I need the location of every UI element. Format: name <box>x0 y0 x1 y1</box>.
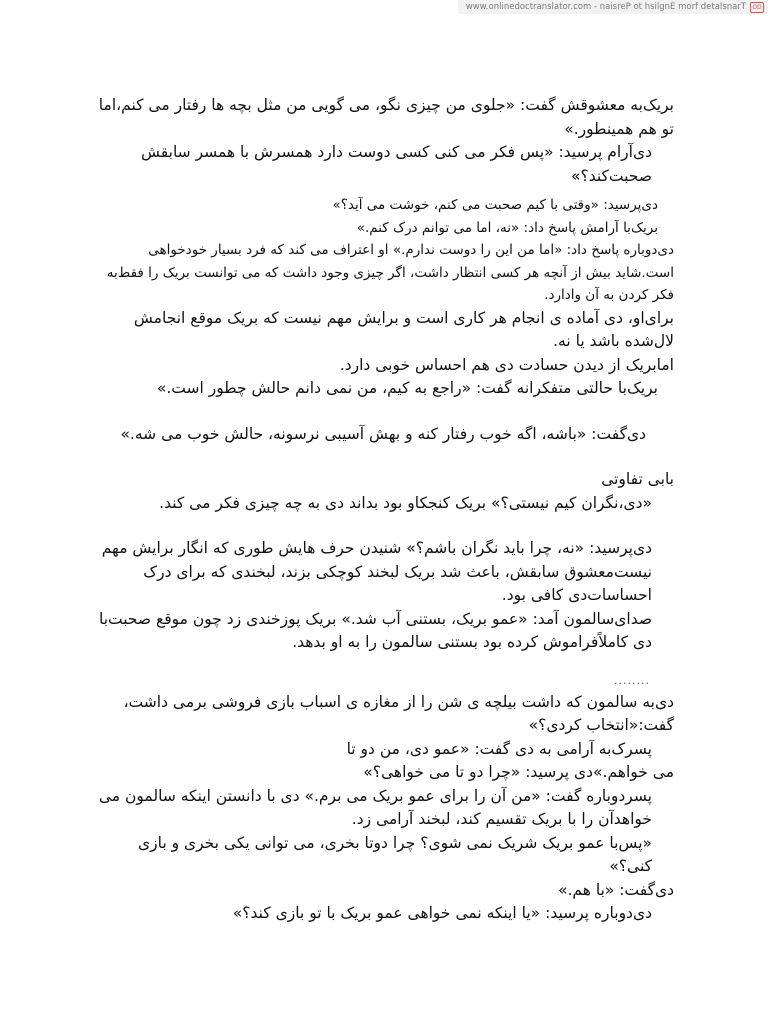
watermark-text: www.onlinedoctranslator.com - naisreP ot hsilgnE morf detalsnarT <box>465 2 746 12</box>
paragraph-15: پسرک‌به آرامی به دی گفت: «عمو دی، من دو تا <box>346 739 652 758</box>
paragraph-5: دی‌دوباره پاسخ داد: «اما من این را دوست ندارم.» او اعتراف می کند که فرد بسیار خودخواهی است.شاید بیش از آنچه هر کسی انتظار داشت، اگر چیزی وجود داشت که می توانست بریک را فقط‌به فکر کردن به آن وادارد. <box>106 242 674 303</box>
paragraph-20: دی‌دوباره پرسید: «یا اینکه نمی خواهی عمو بریک با تو بازی کند؟» <box>232 904 652 922</box>
paragraph-10: بابی تفاوتی <box>601 470 674 488</box>
paragraph-6: برای‌او، دی آماده ی انجام هر کاری است و برایش مهم نیست که بریک موقع انجامش لال‌شده باشد یا نه. <box>133 308 674 350</box>
document-body <box>96 94 674 926</box>
paragraph-4: بریک‌با آرامش پاسخ داد: «نه، اما می توانم درک کنم.» <box>356 219 658 236</box>
paragraph-16: می خواهم.»دی پرسید: «چرا دو تا می خواهی؟» <box>363 763 674 781</box>
section-separator: ........ <box>614 673 650 687</box>
paragraph-13: صدای‌سالمون آمد: «عمو بریک، بستنی آب شد.» بریک پوزخندی زد چون موقع صحبت‌با دی کاملاً‌فراموش کرده بود بستنی سالمون را به او بدهد. <box>98 609 652 651</box>
paragraph-8: بریک‌با حالتی متفکرانه گفت: «راجع به کیم، من نمی دانم حالش چطور است.» <box>156 379 658 397</box>
paragraph-11: «دی،نگران کیم نیستی؟» بریک کنجکاو بود بداند دی به چه چیزی فکر می کند. <box>159 493 652 512</box>
paragraph-19: دی‌گفت: «با هم.» <box>558 880 674 899</box>
translator-logo-icon: OD <box>750 2 764 13</box>
paragraph-9: دی‌گفت: «باشه، اگه خوب رفتار کنه و بهش آسیبی نرسونه، حالش خوب می شه.» <box>120 424 646 443</box>
paragraph-7: امابریک از دیدن حسادت دی هم احساس خوبی دارد. <box>339 355 674 374</box>
translator-watermark <box>458 0 768 14</box>
paragraph-18: «پس‌با عمو بریک شریک نمی شوی؟ چرا دوتا بخری، می توانی یکی بخری و بازی کنی؟» <box>137 833 652 875</box>
paragraph-1: بریک‌به معشوقش گفت: «جلوی من چیزی نگو، می گویی من مثل بچه ها رفتار می کنم،اما تو هم همینطور.» <box>98 96 674 138</box>
paragraph-17: پسردوباره گفت: «من آن را برای عمو بریک می برم.» دی با دانستن اینکه سالمون می خواهدآن را با بریک تقسیم کند، لبخند آرامی زد. <box>98 786 652 828</box>
paragraph-12: دی‌پرسید: «نه، چرا باید نگران باشم؟» شنیدن حرف هایش طوری که انگار برایش مهم نیست‌معشوق سابقش، باعث شد بریک لبخند کوچکی بزند، لبخندی که برای درک احساسات‌دی کافی بود. <box>101 539 652 604</box>
paragraph-14: دی‌به سالمون که داشت بیلچه ی شن را از مغازه ی اسباب بازی فروشی برمی داشت، گفت:«انتخاب کردی؟» <box>123 692 674 734</box>
paragraph-2: دی‌آرام پرسید: «پس فکر می کنی کسی دوست دارد همسرش با همسر سابقش صحبت‌کند؟» <box>141 143 652 185</box>
paragraph-3: دی‌پرسید: «وقتی با کیم صحبت می کنم، خوشت می آید؟» <box>332 197 658 213</box>
